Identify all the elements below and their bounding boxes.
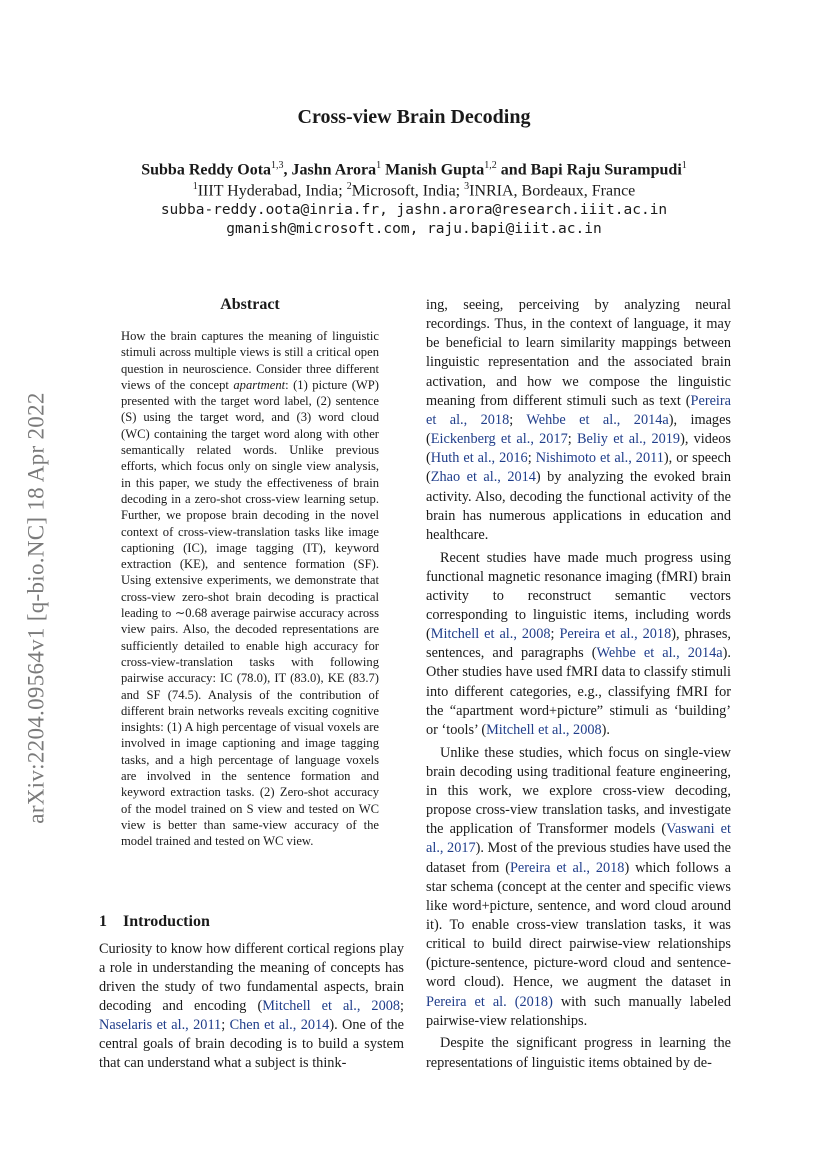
citation-link[interactable]: Huth et al., 2016 xyxy=(430,450,528,467)
author-affiliation-mark: 1 xyxy=(376,160,382,171)
affiliation-text: Microsoft, India; xyxy=(351,182,465,200)
citation-link[interactable]: Vaswani et al., 2017 xyxy=(426,821,731,857)
citation-link[interactable]: Nishimoto et al., 2011 xyxy=(535,450,664,467)
author-separator: , xyxy=(283,161,292,179)
citation-link[interactable]: Pereira et al., 2018 xyxy=(509,859,625,876)
citation-link[interactable]: Pereira et al., 2018 xyxy=(559,626,672,643)
body-text: Unlike these studies, which focus on single-view brain decoding using traditional feature engineering, in this work, we explore cross-view decoding, propose cross-view translation tasks, and investigate the application of Transformer models ( xyxy=(426,744,731,838)
body-text: ), images ( xyxy=(426,411,731,448)
citation-link[interactable]: Beliy et al., 2019 xyxy=(576,431,681,448)
citation-link[interactable]: Pereira et al., 2018 xyxy=(426,392,731,428)
body-text: ). xyxy=(601,721,610,738)
section-heading-introduction xyxy=(99,913,210,931)
affiliation-mark: 2 xyxy=(346,181,352,192)
affiliation-mark: 1 xyxy=(192,181,198,192)
body-text: ing, seeing, perceiving by analyzing neural recordings. Thus, in the context of language, it may be beneficial to learn similarity mappings between linguistic representation and the associated brain activation, and how we compose the linguistic meaning from different stimuli such as text ( xyxy=(426,297,731,409)
body-text: ). Most of the previous studies have used the dataset from ( xyxy=(426,840,731,876)
citation-link[interactable]: Zhao et al., 2014 xyxy=(430,469,536,486)
author-list xyxy=(0,160,828,179)
abstract-emphasis: apartment xyxy=(233,377,286,392)
author-name: Subba Reddy Oota xyxy=(141,161,272,179)
email-line: gmanish@microsoft.com, raju.bapi@iiit.ac.in xyxy=(226,221,602,237)
body-text: ; xyxy=(567,431,577,448)
author-separator: and xyxy=(496,161,531,179)
citation-link[interactable]: Naselaris et al., 2011 xyxy=(99,1017,222,1033)
paper-title: Cross-view Brain Decoding xyxy=(297,106,531,128)
citation-link[interactable]: Chen et al., 2014 xyxy=(229,1017,330,1033)
citation-link[interactable]: Pereira et al. (2018) xyxy=(426,993,553,1010)
body-text: ; xyxy=(400,998,404,1014)
body-text: ) which follows a star schema (concept at the center and specific views like word+picture, sentence, and word cloud around it). To enable cross-view translation tasks, it was critical to build direct pairwise-view relationships (picture-sentence, picture-word cloud and sentence-word cloud). Hence, we augment the dataset in xyxy=(426,859,731,991)
citation-link[interactable]: Wehbe et al., 2014a xyxy=(526,411,669,428)
body-text: Curiosity to know how different cortical regions play a role in understanding the meaning of concepts has driven the study of two fundamental aspects, brain decoding and encoding ( xyxy=(99,941,404,1014)
author-name: Manish Gupta xyxy=(381,161,485,179)
body-text: with such manually labeled pairwise-view relationships. xyxy=(426,993,731,1029)
author-affiliation-mark: 1 xyxy=(681,160,687,171)
author-affiliation-mark: 1,2 xyxy=(484,160,497,171)
citation-link[interactable]: Eickenberg et al., 2017 xyxy=(430,431,568,448)
section-number: 1 xyxy=(99,913,107,930)
body-text: ; xyxy=(550,626,560,643)
abstract-body xyxy=(121,328,379,850)
right-column xyxy=(426,296,731,1076)
body-text: Despite the significant progress in learning the representations of linguistic items obtained by de- xyxy=(426,1035,731,1071)
affiliation-text: INRIA, Bordeaux, France xyxy=(469,182,636,200)
author-name: Jashn Arora xyxy=(291,161,377,179)
intro-paragraph xyxy=(99,940,404,1073)
abstract-heading: Abstract xyxy=(220,296,280,313)
body-text: ). Other studies have used fMRI data to classify stimuli into different categories, e.g., classifying fMRI for the “apartment word+picture” stimuli as ‘building’ or ‘tools’ ( xyxy=(426,645,731,738)
author-name: Bapi Raju Surampudi xyxy=(530,161,682,179)
body-text: ) by analyzing the evoked brain activity. Also, decoding the functional activity of the brain has numerous applications in education and healthcare. xyxy=(426,469,731,543)
abstract-text: How the brain captures the meaning of linguistic stimuli across multiple views is still a critical open question in neuroscience. Consider three different views of the concept xyxy=(121,329,379,392)
section-title: Introduction xyxy=(123,913,210,930)
body-text: ; xyxy=(527,450,536,467)
body-text: ), videos ( xyxy=(426,431,731,467)
body-text: ; xyxy=(509,411,527,428)
citation-link[interactable]: Mitchell et al., 2008 xyxy=(430,626,551,643)
arxiv-side-stamp xyxy=(22,345,52,870)
body-text: ), phrases, sentences, and paragraphs ( xyxy=(426,626,731,662)
citation-link[interactable]: Wehbe et al., 2014a xyxy=(596,645,723,662)
arxiv-identifier: arXiv:2204.09564v1 [q-bio.NC] 18 Apr 2022 xyxy=(24,391,50,824)
affiliation-mark: 3 xyxy=(464,181,470,192)
body-text: Recent studies have made much progress using functional magnetic resonance imaging (fMRI) brain activity to reconstruct semantic vectors corresponding to linguistic items, including words ( xyxy=(426,549,731,643)
author-affiliation-mark: 1,3 xyxy=(271,160,284,171)
body-text: ), or speech ( xyxy=(426,450,731,486)
body-text: ; xyxy=(221,1017,230,1033)
body-paragraph xyxy=(426,296,731,545)
body-paragraph xyxy=(426,744,731,1031)
email-line: subba-reddy.oota@inria.fr, jashn.arora@research.iiit.ac.in xyxy=(160,202,668,218)
abstract-text: : (1) picture (WP) presented with the target word label, (2) sentence (S) using the target word, and (3) word cloud (WC) containing the target word along with other semantically related words. Unlike previous efforts, which focus only on single view analysis, in this paper, we study the effectiveness of brain decoding in a zero-shot cross-view learning setup. Further, we propose brain decoding in the novel context of cross-view-translation tasks like image captioning (IC), image tagging (IT), keyword extraction (KE), and sentence formation (SF). Using extensive experiments, we demonstrate that cross-view zero-shot brain decoding is practical leading to ∼0.68 average pairwise accuracy across view pairs. Also, the decoded representations are sufficiently detailed to enable high accuracy for cross-view-translation tasks with following pairwise accuracy: IC (78.0), IT (83.0), KE (83.7) and SF (74.5). Analysis of the contribution of different brain networks reveals exciting cognitive insights: (1) A high percentage of visual voxels are involved in image captioning and image tagging tasks, and a high percentage of language voxels are involved in the sentence formation and keyword extraction tasks. (2) Zero-shot accuracy of the model trained on S view and tested on WC view is better than same-view accuracy of the model trained and tested on WC view. xyxy=(121,377,379,849)
citation-link[interactable]: Mitchell et al., 2008 xyxy=(486,721,602,738)
affiliation-text: IIIT Hyderabad, India; xyxy=(197,182,347,200)
affiliations xyxy=(0,181,828,200)
body-text: ). One of the central goals of brain decoding is to build a system that can understand what a subject is think- xyxy=(99,1017,405,1071)
body-paragraph xyxy=(426,549,731,741)
citation-link[interactable]: Mitchell et al., 2008 xyxy=(262,998,401,1014)
body-paragraph xyxy=(426,1034,731,1072)
